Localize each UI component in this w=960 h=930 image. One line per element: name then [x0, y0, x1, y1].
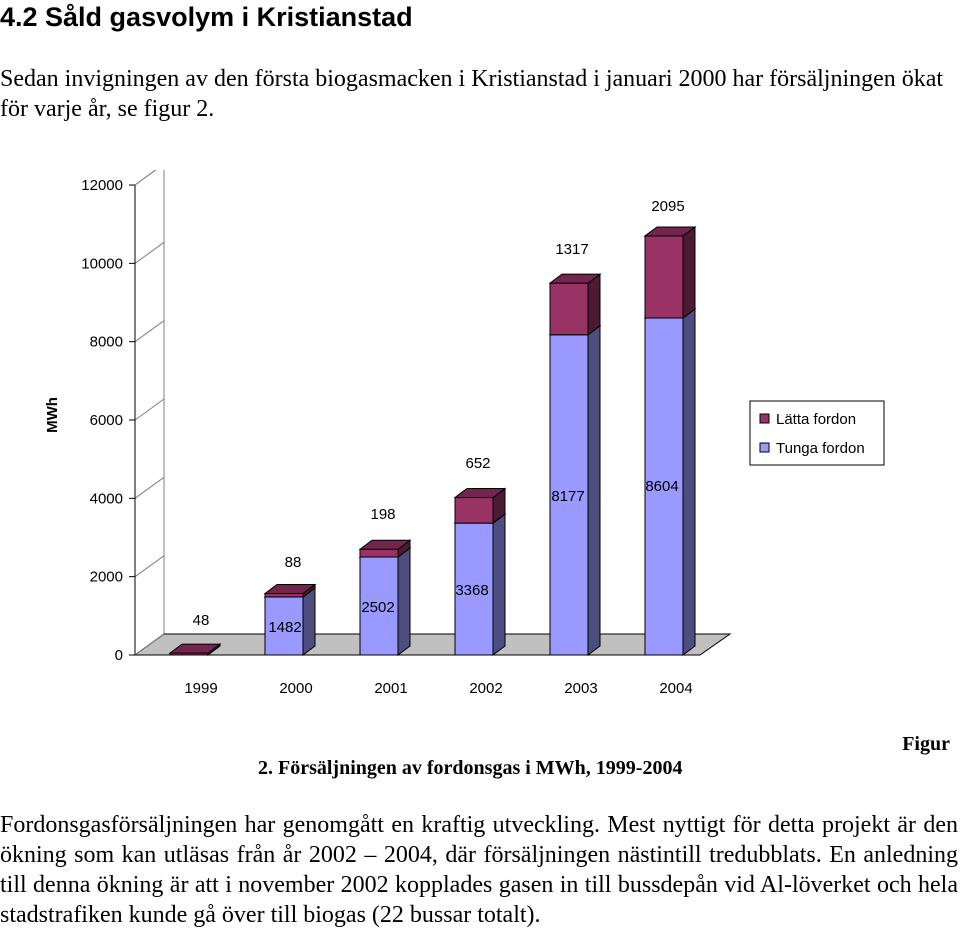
y-tick-label: 12000 [81, 177, 123, 194]
data-label-tunga: 3368 [455, 582, 489, 599]
x-tick-label: 2004 [659, 680, 693, 697]
y-tick-label: 8000 [89, 333, 123, 351]
data-label-tunga: 8604 [645, 478, 679, 495]
bar-side-latta-2003 [588, 274, 600, 335]
y-tick-label: 2000 [89, 568, 123, 586]
data-label-latta: 88 [284, 554, 302, 571]
y-axis-title: MWh [44, 397, 61, 433]
figure-label: Figur [902, 733, 950, 755]
y-tick-label: 6000 [89, 412, 123, 429]
data-label-latta: 652 [465, 455, 491, 472]
floor [135, 634, 730, 655]
data-label-tunga: 8177 [551, 488, 585, 505]
legend-swatch [760, 443, 769, 452]
y-tick-label: 0 [114, 647, 123, 664]
bar-side-tunga-2001 [398, 548, 410, 655]
data-label-latta: 198 [370, 506, 396, 523]
bar-side-tunga-2000 [303, 588, 315, 655]
data-label-tunga: 1482 [268, 619, 302, 636]
bar-side-tunga-2004 [683, 309, 695, 655]
figure-caption: 2. Försäljningen av fordonsgas i MWh, 1999-2004 [258, 757, 683, 779]
data-label-latta: 1317 [555, 241, 589, 258]
x-tick-label: 2002 [469, 680, 503, 697]
bar-latta-2001 [360, 549, 398, 557]
legend-swatch [760, 414, 769, 423]
x-tick-label: 1999 [184, 680, 218, 697]
x-tick-label: 2001 [374, 680, 408, 697]
body-paragraph: Fordonsgasförsäljningen har genomgått en kraftig utveckling. Mest nyttigt för detta projekt är den ökning som kan utläsas från år 2002 – 2004, där försäljningen nästintill tredubblats. En anledning till denna ökning är att i november 2002 kopplades gasen in till bussdepån vid Al-löverket och hela stadstrafiken kunde gå över till biogas (22 bussar totalt). [0, 812, 958, 928]
section-heading: 4.2 Såld gasvolym i Kristianstad [0, 2, 413, 32]
y-tick-label: 4000 [89, 490, 123, 508]
bar-side-tunga-2002 [493, 514, 505, 655]
data-label-latta: 48 [192, 612, 210, 629]
x-tick-label: 2000 [279, 680, 313, 697]
bar-latta-2003 [550, 283, 588, 335]
bar-latta-2002 [455, 498, 493, 524]
bar-side-latta-2004 [683, 227, 695, 318]
bar-side-tunga-2003 [588, 326, 600, 655]
sales-chart [0, 170, 960, 720]
legend-label: Lätta fordon [776, 411, 857, 428]
bar-latta-2000 [265, 594, 303, 597]
x-tick-label: 2003 [564, 680, 598, 697]
bar-latta-2004 [645, 236, 683, 318]
data-label-latta: 2095 [651, 198, 685, 215]
intro-paragraph: Sedan invigningen av den första biogasmacken i Kristianstad i januari 2000 har försäljningen ökat för varje år, se figur 2. [0, 66, 944, 122]
y-tick-label: 10000 [81, 255, 123, 273]
data-label-tunga: 2502 [361, 599, 395, 616]
legend-label: Tunga fordon [776, 440, 865, 457]
side-wall [135, 170, 164, 655]
